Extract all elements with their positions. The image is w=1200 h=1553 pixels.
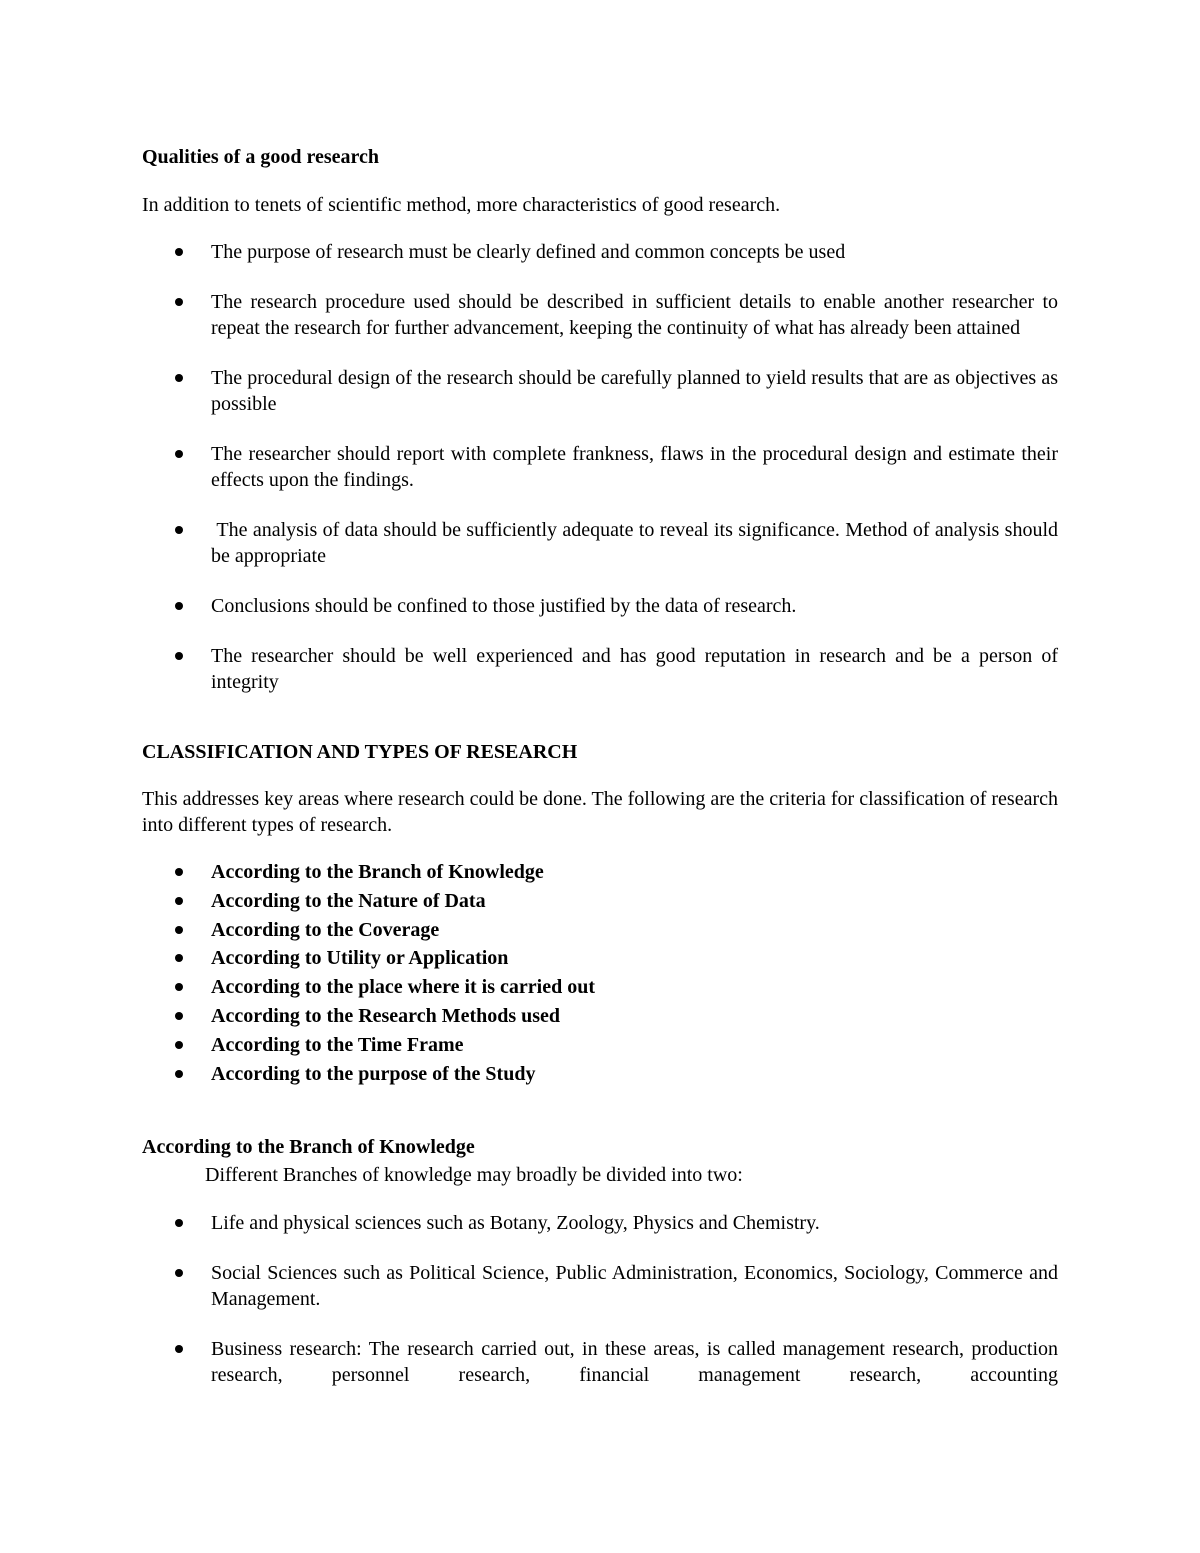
section-heading-classification: CLASSIFICATION AND TYPES OF RESEARCH (142, 741, 578, 763)
list-item: Social Sciences such as Political Science, Public Administration, Economics, Sociology, Commerce and Management. (142, 1260, 1058, 1312)
list-item: The purpose of research must be clearly defined and common concepts be used (142, 239, 1058, 265)
list-item: Conclusions should be confined to those justified by the data of research. (142, 593, 1058, 619)
list-item: According to the Nature of Data (142, 887, 1058, 916)
list-item: The analysis of data should be sufficiently adequate to reveal its significance. Method of analysis should be appropriate (142, 517, 1058, 569)
classification-list (142, 858, 1058, 1088)
list-item: According to Utility or Application (142, 944, 1058, 973)
bullet-icon (175, 1345, 183, 1353)
list-item: According to the Branch of Knowledge (142, 858, 1058, 887)
bullet-icon (175, 1219, 183, 1227)
bullet-icon (175, 526, 183, 534)
bullet-icon (175, 1070, 183, 1078)
bullet-icon (175, 652, 183, 660)
section-intro-qualities: In addition to tenets of scientific method, more characteristics of good research. (142, 194, 781, 216)
list-item: The research procedure used should be described in sufficient details to enable another researcher to repeat the research for further advancement, keeping the continuity of what has already been attained (142, 289, 1058, 341)
section-heading-branch: According to the Branch of Knowledge (142, 1136, 475, 1158)
list-item: Business research: The research carried out, in these areas, is called management research, production research, personnel research, financial management research, accounting (142, 1336, 1058, 1388)
list-item: According to the purpose of the Study (142, 1060, 1058, 1089)
bullet-icon (175, 374, 183, 382)
list-item: The procedural design of the research should be carefully planned to yield results that are as objectives as possible (142, 365, 1058, 417)
bullet-icon (175, 298, 183, 306)
list-item: According to the Coverage (142, 916, 1058, 945)
section-intro-branch: Different Branches of knowledge may broadly be divided into two: (205, 1164, 743, 1186)
bullet-icon (175, 897, 183, 905)
bullet-icon (175, 954, 183, 962)
bullet-icon (175, 868, 183, 876)
bullet-icon (175, 1012, 183, 1020)
bullet-icon (175, 602, 183, 610)
list-item: The researcher should report with complete frankness, flaws in the procedural design and estimate their effects upon the findings. (142, 441, 1058, 493)
bullet-icon (175, 983, 183, 991)
section-heading-qualities: Qualities of a good research (142, 146, 380, 168)
list-item: According to the Time Frame (142, 1031, 1058, 1060)
bullet-icon (175, 1269, 183, 1277)
qualities-list (142, 239, 1064, 719)
section-intro-classification: This addresses key areas where research could be done. The following are the criteria for classification of research into different types of research. (142, 788, 1058, 836)
list-item: The researcher should be well experienced and has good reputation in research and be a person of integrity (142, 643, 1058, 695)
list-item: Life and physical sciences such as Botany, Zoology, Physics and Chemistry. (142, 1210, 1058, 1236)
bullet-icon (175, 1041, 183, 1049)
list-item: According to the Research Methods used (142, 1002, 1058, 1031)
bullet-icon (175, 248, 183, 256)
list-item: According to the place where it is carried out (142, 973, 1058, 1002)
branch-list (142, 1210, 1058, 1412)
bullet-icon (175, 926, 183, 934)
bullet-icon (175, 450, 183, 458)
